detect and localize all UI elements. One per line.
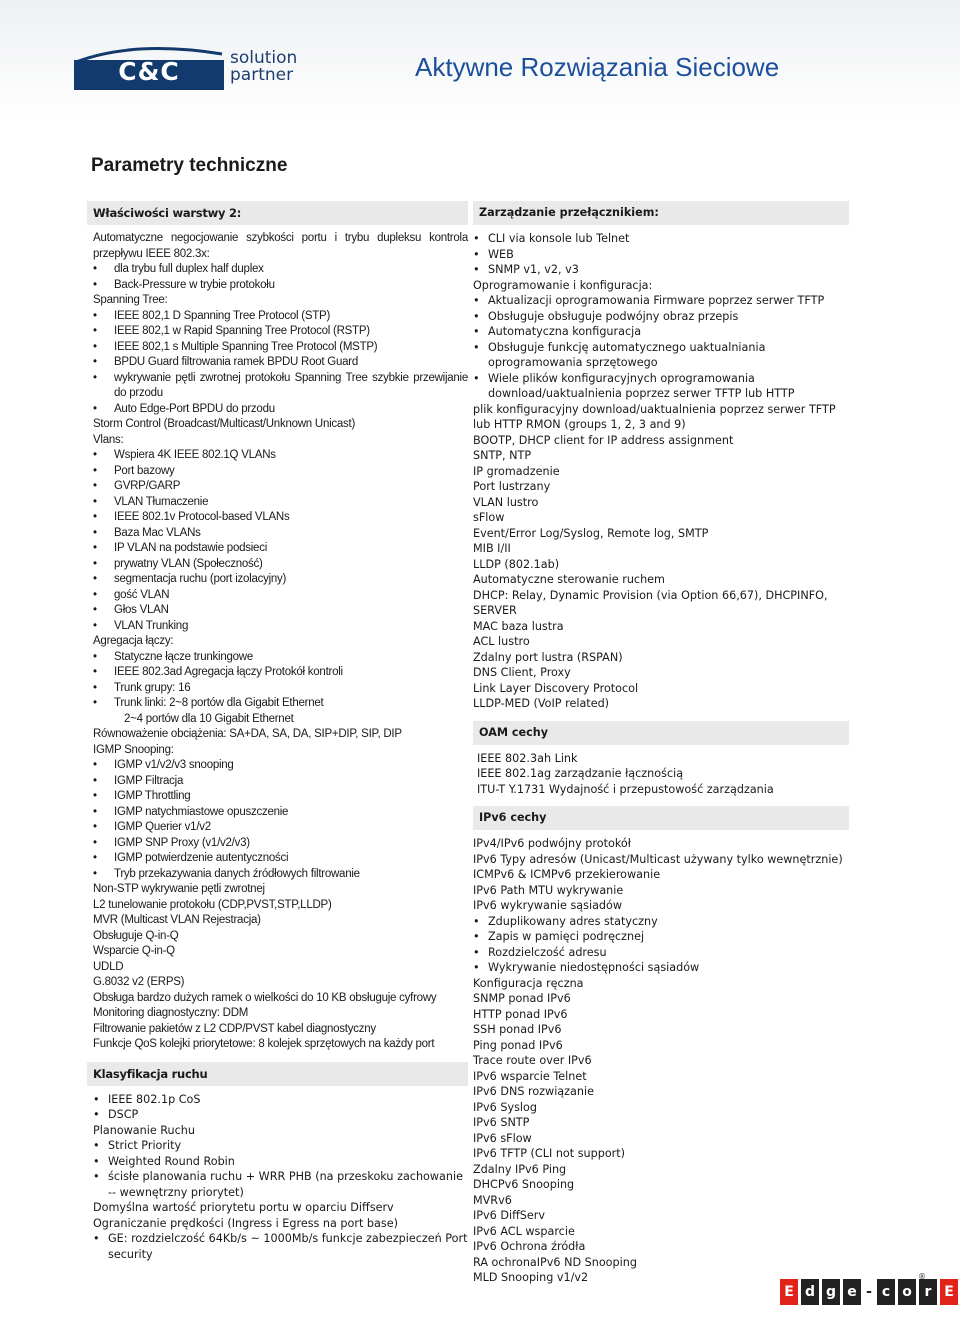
- list-item: • Trunk linki: 2~8 portów dla Gigabit Ethernet: [93, 696, 468, 712]
- list-item: • Trunk grupy: 16: [93, 681, 468, 697]
- planning-list: [93, 1138, 468, 1200]
- list-item: • Wspiera 4K IEEE 802.1Q VLANs: [93, 448, 468, 464]
- left-column: [93, 201, 468, 1262]
- list-item: • Wykrywanie niedostępności sąsiadów: [473, 960, 849, 976]
- mgmt-line: LLDP-MED (VoIP related): [473, 697, 610, 710]
- list-item: • IGMP Throttling: [93, 789, 468, 805]
- list-item: • Statyczne łącze trunkingowe: [93, 650, 468, 666]
- logo-letter: d: [801, 1279, 819, 1305]
- software-list: [473, 293, 849, 402]
- list-item: • Back-Pressure w trybie protokołu: [93, 278, 468, 294]
- list-item: • Weighted Round Robin: [93, 1154, 468, 1170]
- list-item: • gość VLAN: [93, 588, 468, 604]
- list-item: • Głos VLAN: [93, 603, 468, 619]
- section-header-traffic-class: Klasyfikacja ruchu: [87, 1062, 468, 1086]
- mgmt-line: DNS Client, Proxy: [473, 666, 571, 679]
- section-header-management: Zarządzanie przełącznikiem:: [473, 201, 849, 225]
- logo-letter: -: [866, 1284, 872, 1300]
- mgmt-line: Event/Error Log/Syslog, Remote log, SMTP: [473, 526, 709, 540]
- misc-line: Non-STP wykrywanie pętli zwrotnej: [93, 883, 265, 895]
- list-item: • Rozdzielczość adresu: [473, 945, 849, 961]
- list-item: • IEEE 802,1 w Rapid Spanning Tree Protocol (RSTP): [93, 324, 468, 340]
- list-item: • GVRP/GARP: [93, 479, 468, 495]
- list-item: • VLAN Trunking: [93, 619, 468, 635]
- ipv6-line: IPv4/IPv6 podwójny protokół: [473, 837, 631, 850]
- logo-letter: g: [822, 1279, 840, 1305]
- logo-letter: E: [940, 1279, 958, 1305]
- mgmt-line: IP gromadzenie: [473, 464, 560, 478]
- right-column: [473, 201, 849, 1286]
- rate-limit: Ograniczanie prędkości (Ingress i Egress na port base): [93, 1216, 398, 1230]
- ipv6-line: Zdalny IPv6 Ping: [473, 1162, 567, 1176]
- igmp-list: [93, 758, 468, 882]
- misc-line: Obsługuje Q-in-Q: [93, 929, 179, 942]
- storm-control: Storm Control (Broadcast/Multicast/Unknown Unicast): [93, 418, 356, 430]
- logo-tagline-line2: partner: [230, 65, 294, 85]
- ipv6-line: IPv6 Ochrona źródła: [473, 1240, 586, 1253]
- list-item: • Tryb przekazywania danych źródłowych filtrowanie: [93, 867, 468, 883]
- list-item: • IGMP potwierdzenie autentyczności: [93, 851, 468, 867]
- misc-line: UDLD: [93, 960, 124, 973]
- logo-letter: e: [843, 1279, 861, 1305]
- header-title: Aktywne Rozwiązania Sieciowe: [415, 52, 780, 82]
- list-item: • ścisłe planowania ruchu + WRR PHB (na przeskoku zachowanie -- wewnętrzny priorytet): [93, 1169, 468, 1200]
- list-item: • Wiele plików konfiguracyjnych oprogramowania download/uaktualnienia poprzez serwer TFTP lub HTTP: [473, 371, 849, 402]
- mgmt-line: DHCP: Relay, Dynamic Provision (via Option 66,67), DHCPINFO, SERVER: [473, 588, 828, 617]
- mgmt-line: Port lustrzany: [473, 480, 551, 493]
- ipv6-line: Trace route over IPv6: [473, 1054, 592, 1067]
- list-item: • IGMP natychmiastowe opuszczenie: [93, 805, 468, 821]
- list-item: • IEEE 802.3ad Agregacja łączy Protokół kontroli: [93, 665, 468, 681]
- list-item: • VLAN Tłumaczenie: [93, 495, 468, 511]
- planning-label: Planowanie Ruchu: [93, 1123, 195, 1137]
- ipv6-line: MLD Snooping v1/v2: [473, 1271, 589, 1284]
- list-item: • GE: rozdzielczość 64Kb/s ~ 1000Mb/s funkcje zabezpieczeń Port security: [93, 1231, 468, 1262]
- list-item: • IEEE 802,1 D Spanning Tree Protocol (STP): [93, 309, 468, 325]
- ipv6-line: Ping ponad IPv6: [473, 1038, 563, 1052]
- ipv6-line: IPv6 wykrywanie sąsiadów: [473, 899, 623, 912]
- vlan-list: [93, 448, 468, 634]
- stp-list: [93, 309, 468, 418]
- section-header-ipv6: IPv6 cechy: [473, 806, 849, 830]
- logo-letter: E: [780, 1279, 798, 1305]
- mgmt-line: VLAN lustro: [473, 495, 539, 509]
- logo-tagline-line1: solution: [230, 48, 298, 68]
- duplex-list: [93, 262, 468, 293]
- list-item: • Obsługuje funkcję automatycznego uaktualniania oprogramowania sprzętowego: [473, 340, 849, 371]
- intro-text: Automatyczne negocjowanie szybkości portu i trybu dupleksu kontrola przepływu IEEE 802.3x:: [93, 232, 468, 260]
- list-item: • Port bazowy: [93, 464, 468, 480]
- traffic-class-block: [93, 1092, 468, 1263]
- igmp-label: IGMP Snooping:: [93, 743, 174, 756]
- oam-line: IEEE 802.1ag zarządzanie łącznością: [477, 767, 684, 780]
- mgmt-line: MAC baza lustra: [473, 619, 564, 633]
- ipv6-line: IPv6 ACL wsparcie: [473, 1224, 575, 1238]
- page-title: Parametry techniczne: [91, 155, 288, 176]
- logo-letter: o: [898, 1279, 916, 1305]
- ipv6-line: MVRv6: [473, 1193, 512, 1207]
- ipv6-line: IPv6 Syslog: [473, 1100, 537, 1114]
- ipv6-line: SNMP ponad IPv6: [473, 992, 571, 1005]
- misc-line: G.8032 v2 (ERPS): [93, 976, 185, 988]
- ipv6-line: HTTP ponad IPv6: [473, 1007, 568, 1021]
- list-item: • Auto Edge-Port BPDU do przodu: [93, 402, 468, 418]
- diag-line: Monitoring diagnostyczny: DDM: [93, 1007, 249, 1019]
- ipv6-line: IPv6 DiffServ: [473, 1209, 545, 1222]
- ipv6-line: SSH ponad IPv6: [473, 1023, 562, 1036]
- list-item: • DSCP: [93, 1107, 468, 1123]
- list-item: • CLI via konsole lub Telnet: [473, 231, 849, 247]
- list-item: • SNMP v1, v2, v3: [473, 262, 849, 278]
- section-header-layer2: Właściwości warstwy 2:: [87, 201, 468, 225]
- ipv6-nd-list: [473, 914, 849, 976]
- stp-label: Spanning Tree:: [93, 294, 168, 306]
- load-balance: Równoważenie obciążenia: SA+DA, SA, DA, SIP+DIP, SIP, DIP: [93, 728, 402, 740]
- aggregation-sub: 2~4 portów dla 10 Gigabit Ethernet: [124, 712, 294, 725]
- list-item: • Zduplikowany adres statyczny: [473, 914, 849, 930]
- section-header-oam: OAM cechy: [473, 721, 849, 745]
- logo-letter: r: [919, 1279, 937, 1305]
- mgmt-line: plik konfiguracyjny download/uaktualnienia poprzez serwer TFTP lub HTTP RMON (groups 1, 2, 3 and 9): [473, 402, 836, 431]
- logo-text: C&C: [118, 57, 180, 86]
- list-item: • Strict Priority: [93, 1138, 468, 1154]
- list-item: • IGMP Querier v1/v2: [93, 820, 468, 836]
- aggregation-list: [93, 650, 468, 712]
- list-item: • IP VLAN na podstawie podsieci: [93, 541, 468, 557]
- ipv6-line: DHCPv6 Snooping: [473, 1178, 575, 1191]
- mgmt-line: sFlow: [473, 511, 505, 524]
- mgmt-line: MIB I/II: [473, 542, 511, 555]
- list-item: • IEEE 802.1p CoS: [93, 1092, 468, 1108]
- vlans-label: Vlans:: [93, 433, 124, 446]
- ipv6-line: ICMPv6 & ICMPv6 przekierowanie: [473, 868, 661, 881]
- list-item: • BPDU Guard filtrowania ramek BPDU Root Guard: [93, 355, 468, 371]
- ipv6-line: RA ochronaIPv6 ND Snooping: [473, 1255, 637, 1269]
- ipv6-line: IPv6 TFTP (CLI not support): [473, 1147, 626, 1160]
- logo-letter: c: [877, 1279, 895, 1305]
- ge-list: [93, 1231, 468, 1262]
- list-item: • IGMP v1/v2/v3 snooping: [93, 758, 468, 774]
- management-list: [473, 231, 849, 278]
- logo-tagline: [230, 50, 297, 84]
- mgmt-line: SNTP, NTP: [473, 449, 532, 462]
- list-item: • Baza Mac VLANs: [93, 526, 468, 542]
- list-item: • wykrywanie pętli zwrotnej protokołu Spanning Tree szybkie przewijanie do przodu: [93, 371, 468, 402]
- aggregation-label: Agregacja łączy:: [93, 635, 174, 647]
- edgecore-logo: [780, 1279, 960, 1305]
- mgmt-line: Automatyczne sterowanie ruchem: [473, 573, 665, 586]
- mgmt-line: LLDP (802.1ab): [473, 557, 560, 571]
- list-item: • segmentacja ruchu (port izolacyjny): [93, 572, 468, 588]
- list-item: • IEEE 802,1 s Multiple Spanning Tree Protocol (MSTP): [93, 340, 468, 356]
- ipv6-line: IPv6 SNTP: [473, 1116, 530, 1129]
- list-item: • prywatny VLAN (Społeczność): [93, 557, 468, 573]
- list-item: • WEB: [473, 247, 849, 263]
- mgmt-line: Link Layer Discovery Protocol: [473, 681, 639, 695]
- diag-line: Filtrowanie pakietów z L2 CDP/PVST kabel diagnostyczny: [93, 1022, 376, 1035]
- software-label: Oprogramowanie i konfiguracja:: [473, 278, 653, 292]
- misc-line: MVR (Multicast VLAN Rejestracja): [93, 914, 261, 926]
- default-priority: Domyślna wartość priorytetu portu w oparciu Diffserv: [93, 1201, 394, 1214]
- qos-line: Funkcje QoS kolejki priorytetowe: 8 kolejek sprzętowych na każdy port: [93, 1038, 435, 1050]
- list-item: • IGMP Filtracja: [93, 774, 468, 790]
- mgmt-line: ACL lustro: [473, 635, 530, 648]
- ipv6-line: Konfiguracja ręczna: [473, 976, 584, 990]
- ipv6-line: IPv6 Typy adresów (Unicast/Multicast używany tylko wewnętrznie): [473, 852, 843, 866]
- oam-line: IEEE 802.3ah Link: [477, 751, 578, 765]
- list-item: • IGMP SNP Proxy (v1/v2/v3): [93, 836, 468, 852]
- list-item: • dla trybu full duplex half duplex: [93, 262, 468, 278]
- mgmt-line: Zdalny port lustra (RSPAN): [473, 650, 623, 664]
- ipv6-line: IPv6 wsparcie Telnet: [473, 1069, 587, 1083]
- list-item: • Aktualizacji oprogramowania Firmware poprzez serwer TFTP: [473, 293, 849, 309]
- list-item: • Automatyczna konfiguracja: [473, 324, 849, 340]
- misc-line: L2 tunelowanie protokołu (CDP,PVST,STP,LLDP): [93, 898, 332, 911]
- jumbo-frames: Obsługa bardzo dużych ramek o wielkości do 10 KB obsługuje cyfrowy: [93, 991, 437, 1004]
- list-item: • Zapis w pamięci podręcznej: [473, 929, 849, 945]
- oam-line: ITU-T Y.1731 Wydajność i przepustowość zarządzania: [477, 782, 774, 796]
- ipv6-line: IPv6 Path MTU wykrywanie: [473, 883, 624, 897]
- ipv6-line: IPv6 DNS rozwiązanie: [473, 1085, 594, 1098]
- list-item: • IEEE 802.1v Protocol-based VLANs: [93, 510, 468, 526]
- list-item: • Obsługuje obsługuje podwójny obraz przepis: [473, 309, 849, 325]
- registered-mark: ®: [918, 1272, 926, 1281]
- mgmt-line: BOOTP, DHCP client for IP address assignment: [473, 433, 734, 447]
- page-header: [0, 0, 960, 118]
- class-list: [93, 1092, 468, 1123]
- ipv6-line: IPv6 sFlow: [473, 1131, 532, 1145]
- misc-line: Wsparcie Q-in-Q: [93, 945, 175, 957]
